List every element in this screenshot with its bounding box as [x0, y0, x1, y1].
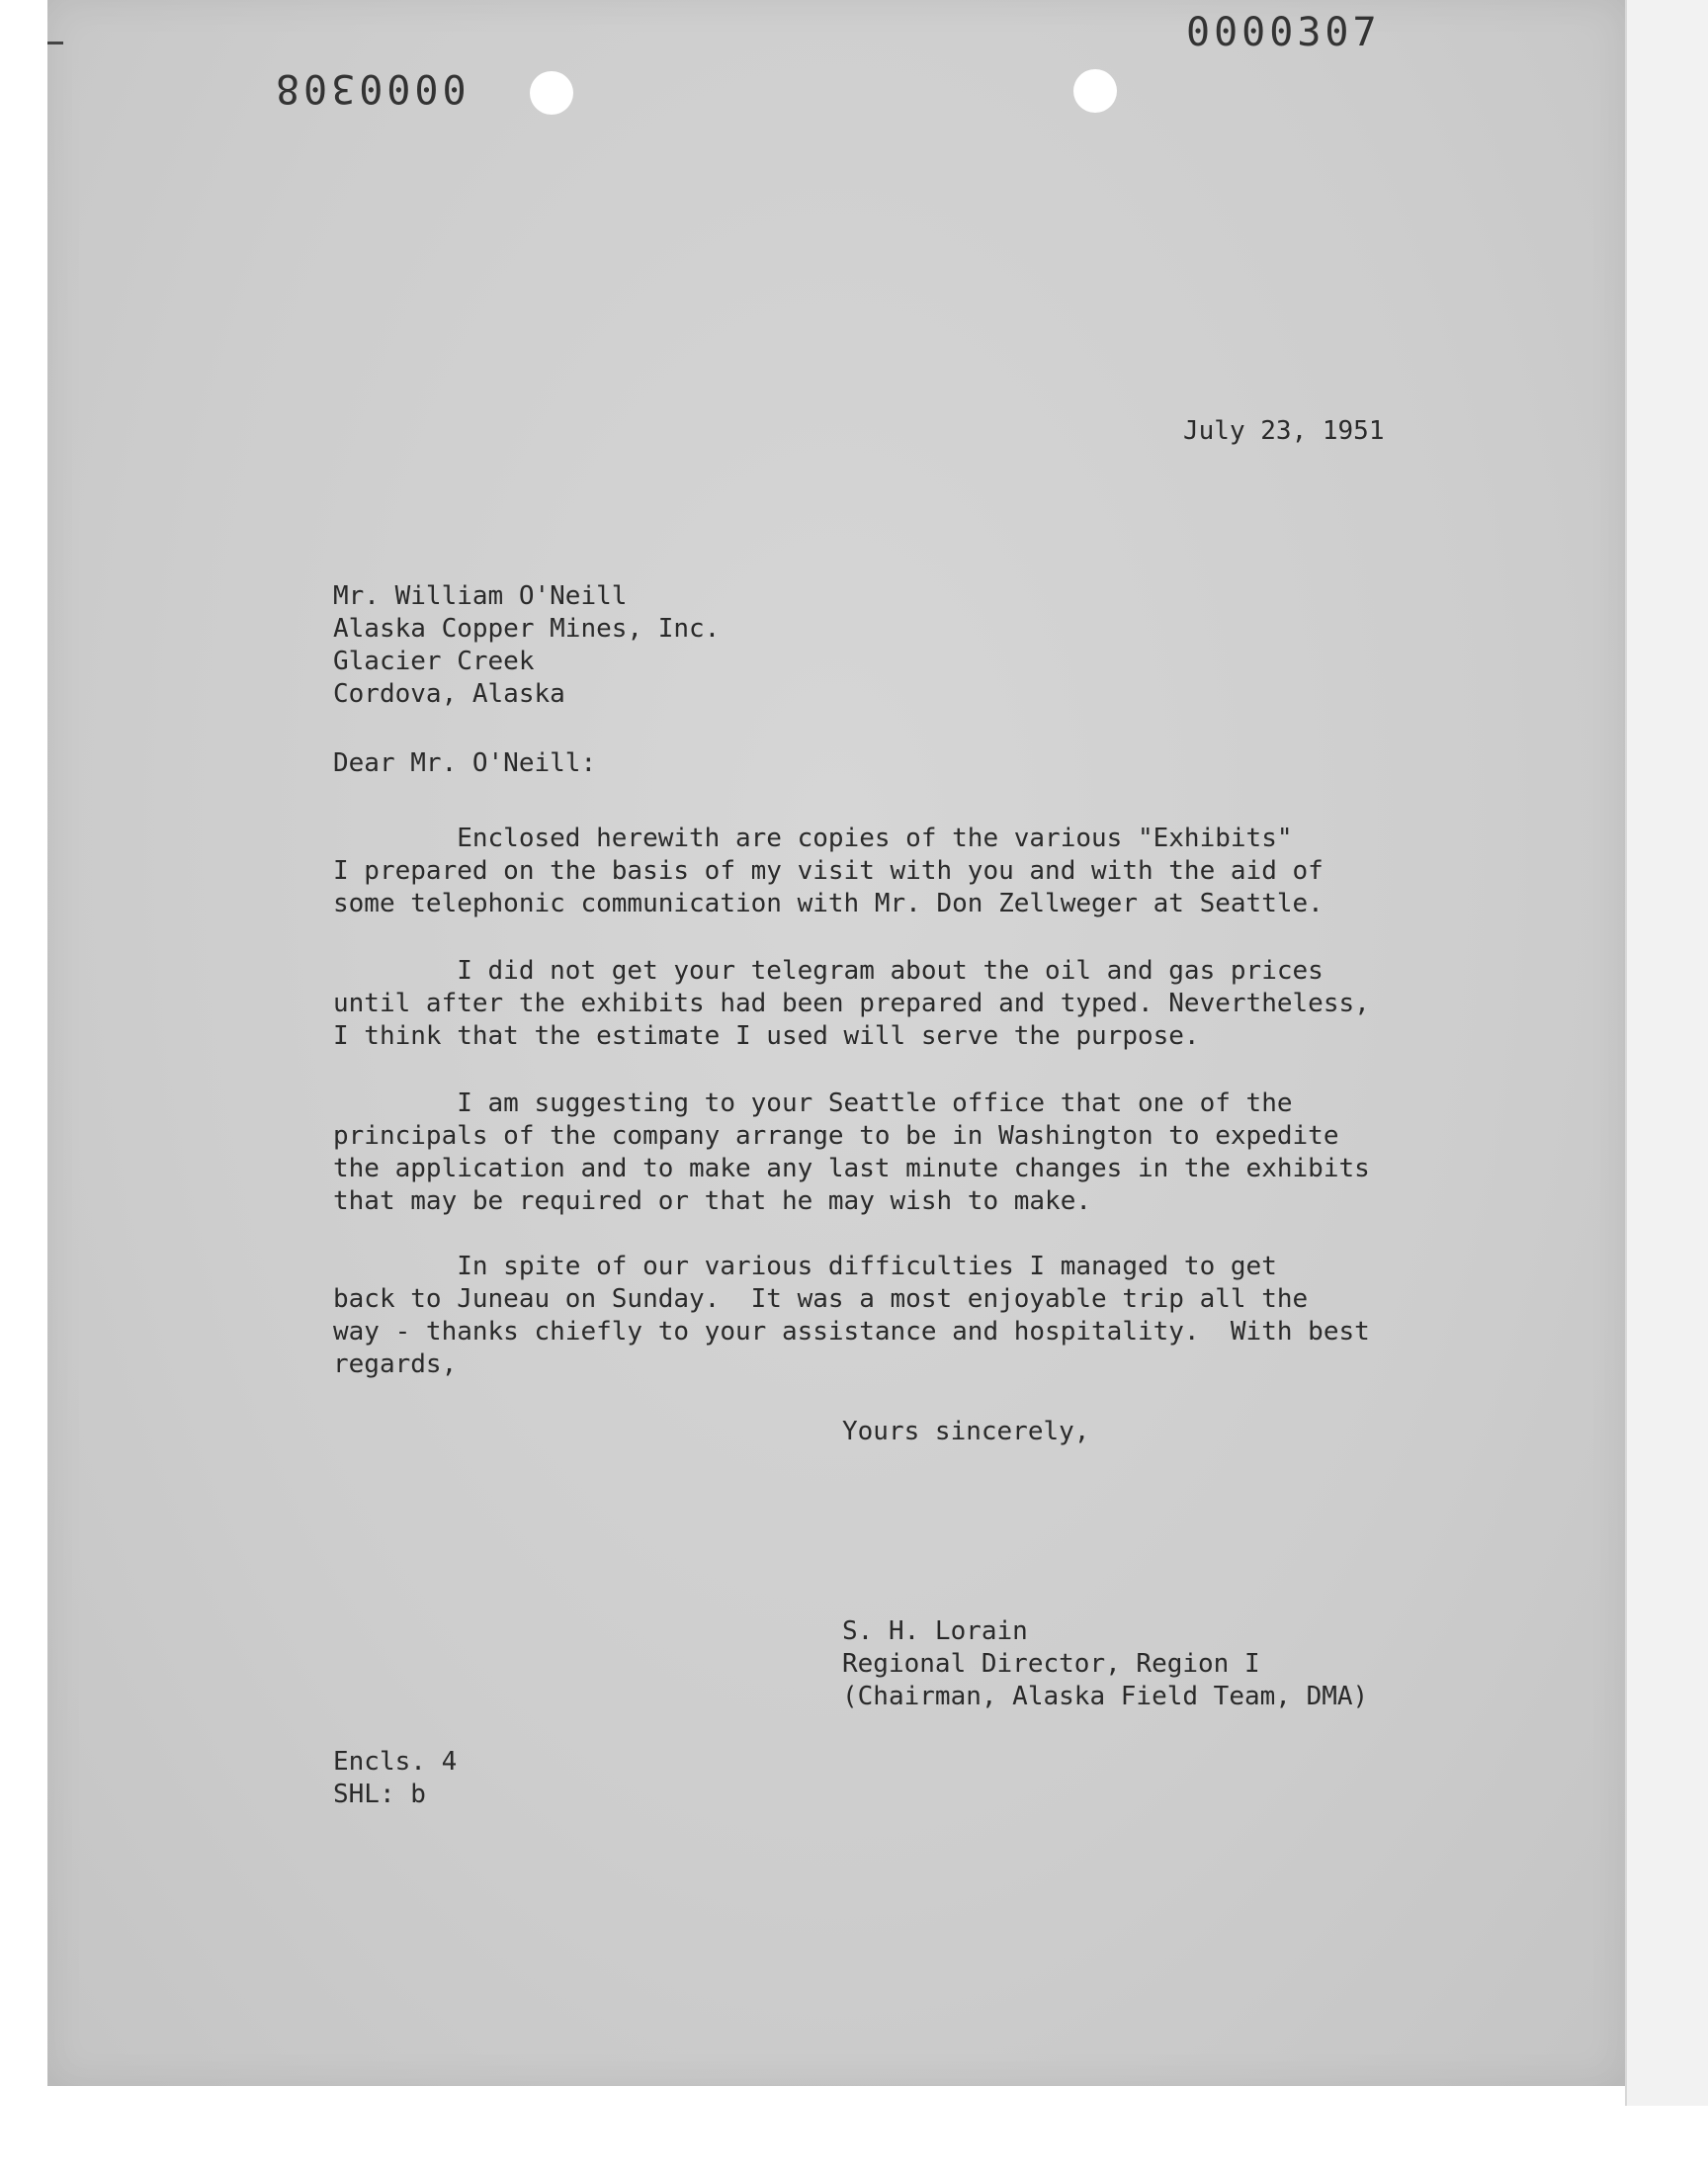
paragraph-line: I think that the estimate I used will serve the purpose. [333, 1021, 1200, 1051]
edge-mark [47, 42, 63, 44]
body-paragraph-4 [333, 1251, 1370, 1381]
signer-role: (Chairman, Alaska Field Team, DMA) [842, 1682, 1369, 1711]
page-number-stamp: 0000307 [1186, 10, 1381, 55]
paragraph-line: that may be required or that he may wish to make. [333, 1186, 1092, 1216]
page-number-stamp-inverted: 0000308 [272, 65, 467, 111]
body-paragraph-1 [333, 823, 1324, 920]
paragraph-line: I did not get your telegram about the oil and gas prices [333, 956, 1324, 986]
enclosure-count: Encls. 4 [333, 1747, 458, 1777]
body-paragraph-2 [333, 955, 1370, 1053]
recipient-address [333, 580, 720, 711]
letter-date: July 23, 1951 [1183, 416, 1385, 446]
paragraph-line: some telephonic communication with Mr. Don Zellweger at Seattle. [333, 889, 1324, 918]
paper-margin [1625, 0, 1708, 2106]
signature-block [842, 1615, 1368, 1713]
signer-title: Regional Director, Region I [842, 1649, 1260, 1679]
punch-hole-right [1073, 69, 1117, 113]
reference-initials: SHL: b [333, 1780, 426, 1809]
enclosure-notation [333, 1746, 457, 1811]
paragraph-line: I prepared on the basis of my visit with you and with the aid of [333, 856, 1324, 886]
salutation: Dear Mr. O'Neill: [333, 748, 597, 778]
paragraph-line: principals of the company arrange to be in Washington to expedite [333, 1121, 1339, 1151]
paragraph-line: In spite of our various difficulties I managed to get [333, 1252, 1277, 1281]
paragraph-line: I am suggesting to your Seattle office that one of the [333, 1088, 1293, 1118]
address-line: Glacier Creek [333, 647, 535, 676]
paragraph-line: until after the exhibits had been prepared and typed. Nevertheless, [333, 989, 1370, 1018]
paragraph-line: regards, [333, 1349, 458, 1379]
address-line: Cordova, Alaska [333, 679, 565, 709]
punch-hole-left [530, 71, 573, 115]
paragraph-line: back to Juneau on Sunday. It was a most enjoyable trip all the [333, 1284, 1309, 1314]
paragraph-line: the application and to make any last minute changes in the exhibits [333, 1154, 1370, 1183]
address-line: Alaska Copper Mines, Inc. [333, 614, 721, 644]
complimentary-close: Yours sincerely, [842, 1417, 1090, 1446]
address-line: Mr. William O'Neill [333, 581, 628, 611]
signer-name: S. H. Lorain [842, 1616, 1028, 1646]
body-paragraph-3 [333, 1088, 1370, 1218]
paragraph-line: Enclosed herewith are copies of the various "Exhibits" [333, 824, 1293, 853]
paragraph-line: way - thanks chiefly to your assistance and hospitality. With best [333, 1317, 1370, 1347]
